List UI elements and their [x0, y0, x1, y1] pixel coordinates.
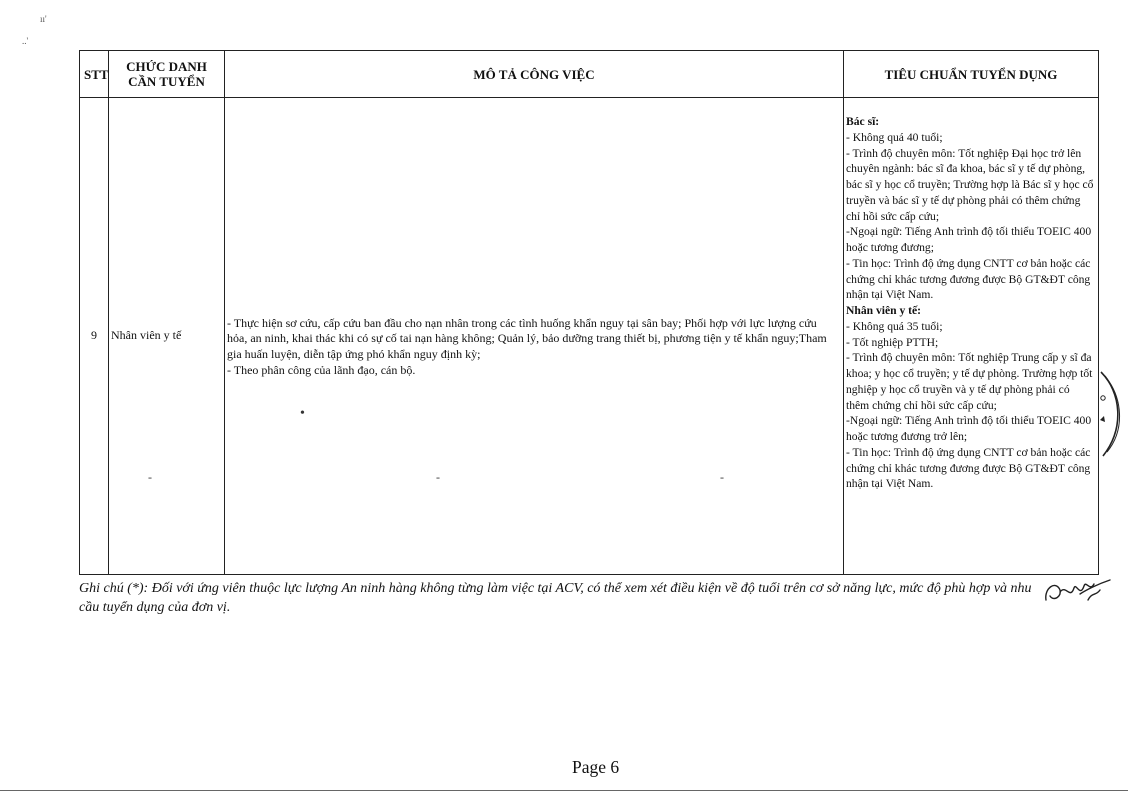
scan-mark: ..'	[22, 36, 29, 46]
header-standards: TIÊU CHUẨN TUYỂN DỤNG	[844, 51, 1099, 98]
stray-dash: -	[720, 470, 724, 484]
stray-dash: -	[436, 470, 440, 484]
row-job-description	[225, 98, 844, 575]
standard-item: - Không quá 35 tuổi;	[846, 319, 943, 333]
standard-item: - Tốt nghiệp PTTH;	[846, 335, 939, 349]
table-row	[80, 98, 1099, 575]
stamp-mark-icon	[1095, 368, 1127, 460]
header-position-line2: CẦN TUYỂN	[128, 74, 205, 89]
page-number: Page 6	[572, 757, 620, 777]
nurse-heading: Nhân viên y tế:	[846, 304, 922, 317]
signature-initials-icon	[1040, 570, 1112, 610]
footnote	[79, 579, 1039, 617]
doctor-heading: Bác sĩ:	[846, 115, 880, 128]
recruitment-table	[79, 50, 1099, 575]
footnote-label: Ghi chú (*):	[79, 581, 149, 596]
standard-item: - Không quá 40 tuổi;	[846, 130, 943, 144]
standard-item: -Ngoại ngữ: Tiếng Anh trình độ tối thiểu TOEIC 400 hoặc tương đương trở lên;	[846, 414, 1092, 443]
standard-item: - Trình độ chuyên môn: Tốt nghiệp Trung cấp y sĩ đa khoa; y học cổ truyền; y tế dự phòng. Trường hợp tốt nghiệp y học cổ truyền và y tế dự phòng phải có thêm chứng chỉ hồi sức cấp cứu;	[846, 351, 1093, 412]
bottom-divider	[0, 790, 1128, 791]
description-item: - Thực hiện sơ cứu, cấp cứu ban đầu cho nạn nhân trong các tình huống khẩn nguy tại sân bay; Phối hợp với lực lượng cứu hỏa, an ninh, khai thác khi có sự cố tai nạn hàng không; Quản lý, bảo dưỡng trang thiết bị, phương tiện y tế khẩn nguy;Tham gia huấn luyện, diễn tập ứng phó khẩn nguy định kỳ;	[227, 315, 827, 361]
row-stt: 9	[80, 98, 109, 575]
standard-item: -Ngoại ngữ: Tiếng Anh trình độ tối thiểu TOEIC 400 hoặc tương đương;	[846, 225, 1092, 254]
standard-item: - Tin học: Trình độ ứng dụng CNTT cơ bản hoặc các chứng chỉ khác tương đương được Bộ GT&ĐT công nhận tại Việt Nam.	[846, 256, 1091, 302]
header-position-line1: CHỨC DANH	[126, 59, 207, 74]
row-position-title: Nhân viên y tế	[109, 98, 225, 575]
stray-dot: •	[300, 406, 305, 421]
standard-item: - Trình độ chuyên môn: Tốt nghiệp Đại học trở lên chuyên ngành: bác sĩ đa khoa, bác sĩ y tế dự phòng, bác sĩ y học cổ truyền; Trường hợp là Bác sĩ y học cổ truyền và bác sĩ y tế dự phòng phải có thêm chứng chỉ hồi sức cấp cứu;	[846, 146, 1094, 223]
table-header-row	[80, 51, 1099, 98]
stray-dash: -	[148, 470, 152, 484]
header-description: MÔ TẢ CÔNG VIỆC	[225, 51, 844, 98]
footnote-text: Đối với ứng viên thuộc lực lượng An ninh hàng không từng làm việc tại ACV, có thể xem xét điều kiện về độ tuổi trên cơ sở năng lực, mức độ phù hợp và nhu cầu tuyển dụng của đơn vị.	[79, 581, 1032, 615]
description-item: - Theo phân công của lãnh đạo, cán bộ.	[227, 362, 416, 377]
row-standards	[844, 98, 1099, 575]
scan-mark: ıı'	[40, 14, 47, 24]
standard-item: - Tin học: Trình độ ứng dụng CNTT cơ bản hoặc các chứng chỉ khác tương đương được Bộ GT&ĐT công nhận tại Việt Nam.	[846, 445, 1091, 491]
header-position	[109, 51, 225, 98]
header-stt: STT	[80, 51, 109, 98]
